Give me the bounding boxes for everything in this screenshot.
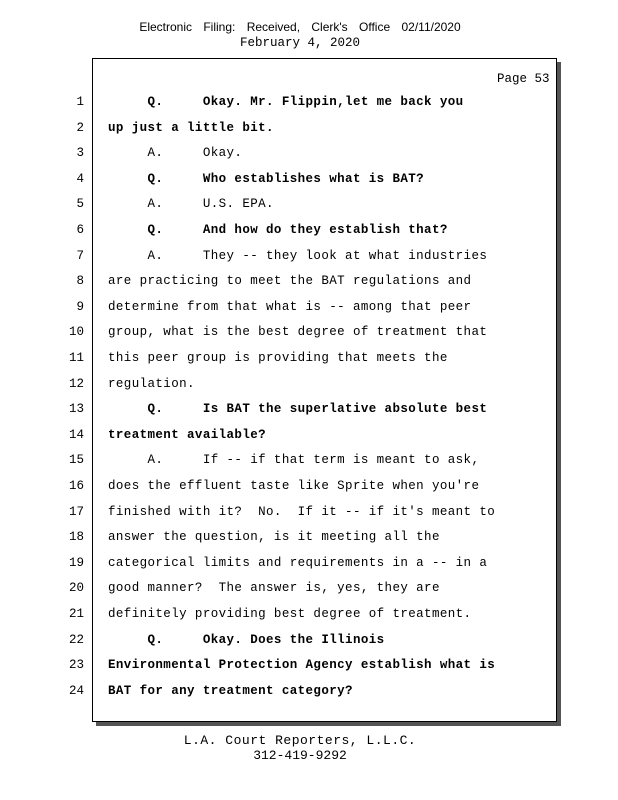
line-number: 12 <box>68 376 84 391</box>
line-text: up just a little bit. <box>108 120 274 135</box>
line-text: Q. Okay. Mr. Flippin,let me back you <box>108 95 464 109</box>
transcript-line <box>0 325 600 345</box>
line-text: answer the question, is it meeting all the <box>108 530 440 545</box>
transcript-line <box>0 377 600 397</box>
line-text: Q. And how do they establish that? <box>108 223 448 237</box>
transcript-line <box>0 197 600 217</box>
transcript-line <box>0 300 600 320</box>
line-number: 13 <box>68 402 84 417</box>
line-number: 5 <box>76 197 84 212</box>
line-text: Q. Is BAT the superlative absolute best <box>108 402 488 417</box>
reporter-phone: 312-419-9292 <box>253 748 347 763</box>
line-number: 24 <box>68 683 84 698</box>
line-text: does the effluent taste like Sprite when you're <box>108 479 480 493</box>
transcript-line <box>0 658 600 678</box>
line-number: 3 <box>76 146 84 161</box>
transcript-line <box>0 684 600 704</box>
line-text: group, what is the best degree of treatment that <box>108 325 488 340</box>
transcript-line <box>0 121 600 141</box>
line-number: 20 <box>68 581 84 596</box>
line-number: 23 <box>68 658 84 673</box>
line-number: 8 <box>76 274 84 289</box>
line-text: good manner? The answer is, yes, they are <box>108 581 440 596</box>
line-text: are practicing to meet the BAT regulations and <box>108 274 472 289</box>
transcript-line <box>0 530 600 550</box>
transcript-line <box>0 146 600 166</box>
transcript-date: February 4, 2020 <box>239 36 361 50</box>
transcript-line <box>0 607 600 627</box>
transcript-line <box>0 172 600 192</box>
line-text: categorical limits and requirements in a -- in a <box>108 555 488 570</box>
transcript-line <box>0 633 600 653</box>
transcript-line <box>0 402 600 422</box>
line-number: 2 <box>76 120 84 135</box>
line-number: 18 <box>68 530 84 545</box>
line-text: this peer group is providing that meets the <box>108 351 448 365</box>
transcript-line <box>0 274 600 294</box>
line-text: definitely providing best degree of treatment. <box>108 607 472 621</box>
transcript-line <box>0 351 600 371</box>
line-number: 1 <box>76 95 84 109</box>
line-text: BAT for any treatment category? <box>108 683 353 698</box>
filing-stamp: Electronic Filing: Received, Clerk's Office 02/11/2020 <box>139 20 461 34</box>
line-text: A. U.S. EPA. <box>108 197 274 212</box>
line-number: 14 <box>68 427 84 442</box>
reporter-company: L.A. Court Reporters, L.L.C. <box>183 733 417 748</box>
line-number: 11 <box>68 351 84 365</box>
transcript-line <box>0 581 600 601</box>
line-text: regulation. <box>108 376 195 391</box>
line-number: 10 <box>68 325 84 340</box>
line-number: 19 <box>68 555 84 570</box>
line-text: finished with it? No. If it -- if it's meant to <box>108 504 496 519</box>
page-number: Page 53 <box>497 72 550 86</box>
line-number: 16 <box>68 479 84 493</box>
line-number: 7 <box>76 248 84 263</box>
line-text: determine from that what is -- among that peer <box>108 299 472 314</box>
line-text: treatment available? <box>108 427 267 442</box>
line-number: 6 <box>76 223 84 237</box>
transcript-line <box>0 249 600 269</box>
transcript-line <box>0 223 600 243</box>
transcript-line <box>0 556 600 576</box>
line-text: Q. Who establishes what is BAT? <box>108 171 425 186</box>
line-text: A. Okay. <box>108 146 243 161</box>
line-text: A. They -- they look at what industries <box>108 248 488 263</box>
line-text: Environmental Protection Agency establish what is <box>108 658 496 673</box>
line-number: 17 <box>68 504 84 519</box>
line-number: 9 <box>76 299 84 314</box>
transcript-line <box>0 505 600 525</box>
transcript-line <box>0 453 600 473</box>
line-number: 21 <box>68 607 84 621</box>
line-text: A. If -- if that term is meant to ask, <box>108 453 480 468</box>
line-number: 4 <box>76 171 84 186</box>
transcript-line <box>0 95 600 115</box>
line-text: Q. Okay. Does the Illinois <box>108 632 385 647</box>
transcript-line <box>0 428 600 448</box>
line-number: 15 <box>68 453 84 468</box>
line-number: 22 <box>68 632 84 647</box>
transcript-line <box>0 479 600 499</box>
